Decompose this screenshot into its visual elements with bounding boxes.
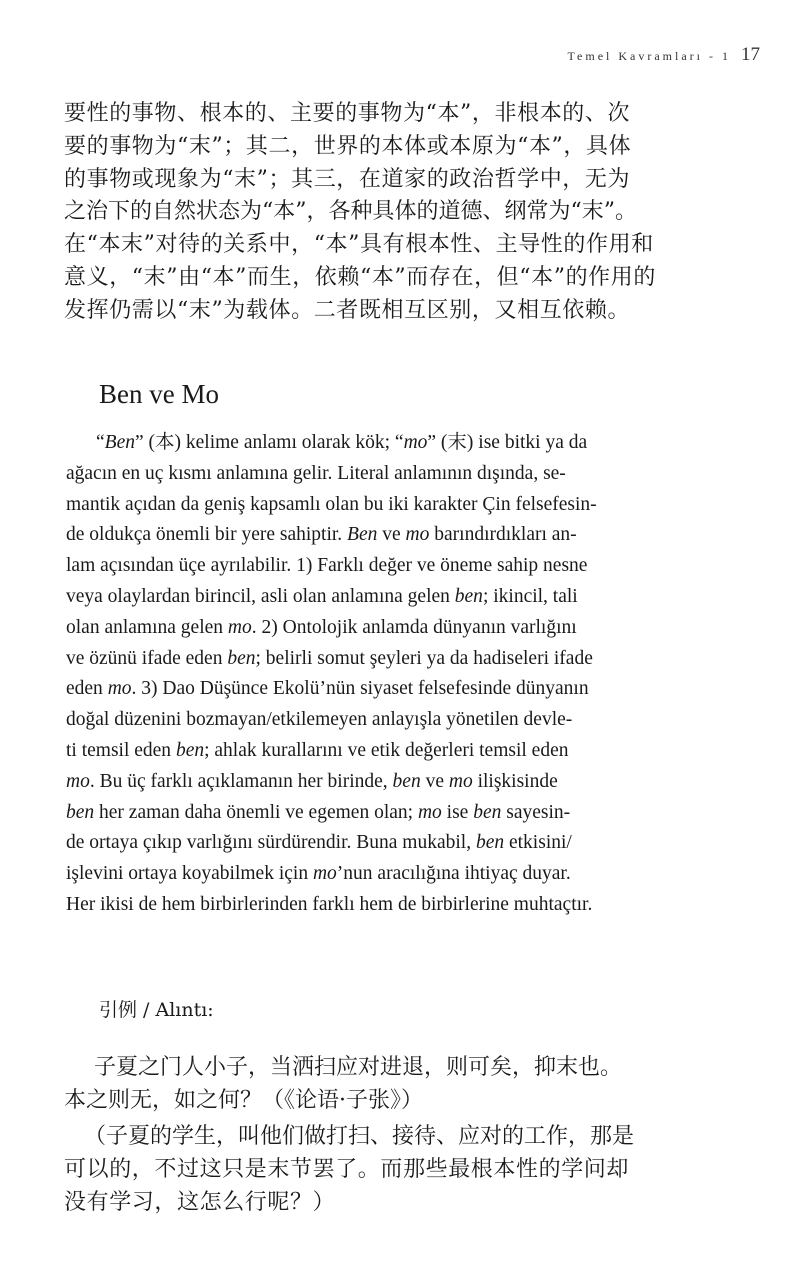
text-run: olan anlamına gelen bbox=[66, 616, 228, 638]
turkish-paragraph-line bbox=[66, 859, 766, 890]
text-run: ” (本) kelime anlamı olarak kök; “ bbox=[134, 432, 404, 453]
text-run: ” (末) ise bitki ya da bbox=[427, 432, 588, 453]
text-run: . Bu üç farklı açıklamanın her birinde, bbox=[89, 770, 393, 792]
text-run: her zaman daha önemli ve egemen olan; bbox=[94, 801, 418, 823]
chinese-paragraph-line: 要性的事物、根本的、主要的事物为“本”，非根本的、次 bbox=[64, 101, 631, 126]
turkish-paragraph-line bbox=[66, 767, 766, 798]
chinese-paragraph-line: 的事物或现象为“末”；其三，在道家的政治哲学中，无为 bbox=[64, 166, 631, 192]
chinese-paragraph-line: 发挥仍需以“末”为载体。二者既相互区别，又相互依赖。 bbox=[64, 297, 631, 323]
quote-translation bbox=[64, 1121, 764, 1219]
text-run: ’nun aracılığına ihtiyaç duyar. bbox=[336, 863, 571, 885]
text-run: “ bbox=[96, 432, 105, 453]
section-heading: Ben ve Mo bbox=[99, 379, 219, 409]
text-run: veya olaylardan birincil, asli olan anlamına gelen bbox=[66, 585, 455, 607]
quote-chinese-line: 本之则无，如之何？（《论语·子张》） bbox=[64, 1087, 423, 1113]
text-run: etkisini/ bbox=[504, 832, 572, 854]
running-head bbox=[568, 44, 760, 66]
quote-translation-line: 可以的，不过这只是末节罢了。而那些最根本性的学问却 bbox=[64, 1156, 630, 1182]
page-number: 17 bbox=[741, 44, 760, 65]
text-run: ve bbox=[420, 770, 449, 792]
turkish-paragraph-line bbox=[66, 428, 766, 459]
italic-term: ben bbox=[473, 801, 502, 823]
text-run: sayesin- bbox=[501, 801, 571, 823]
text-run: ; belirli somut şeyleri ya da hadiseleri ifade bbox=[255, 647, 593, 669]
turkish-paragraph-line bbox=[66, 551, 766, 582]
turkish-paragraph-line bbox=[66, 705, 766, 736]
turkish-paragraph-line bbox=[66, 890, 766, 921]
italic-term: mo bbox=[107, 678, 132, 700]
turkish-paragraph-line bbox=[66, 459, 766, 490]
chinese-paragraph-line: 要的事物为“末”；其二，世界的本体或本原为“本”，具体 bbox=[64, 133, 632, 159]
italic-term: ben bbox=[66, 801, 95, 823]
text-run: ti temsil eden bbox=[66, 739, 176, 761]
turkish-paragraph-line bbox=[66, 520, 766, 551]
text-run: ağacın en uç kısmı anlamına gelir. Literal anlamının dışında, se- bbox=[66, 462, 566, 484]
text-run: ; ikincil, tali bbox=[482, 585, 578, 607]
turkish-paragraph-line bbox=[66, 674, 766, 705]
text-run: lam açısından üçe ayrılabilir. 1) Farklı değer ve öneme sahip nesne bbox=[66, 555, 588, 577]
italic-term: ben bbox=[227, 647, 256, 669]
italic-term: mo bbox=[403, 432, 428, 453]
italic-term: mo bbox=[312, 863, 337, 885]
turkish-paragraph-line bbox=[66, 828, 766, 859]
chinese-paragraph-line: 之治下的自然状态为“本”，各种具体的道德、纲常为“末”。 bbox=[64, 199, 637, 225]
text-run: işlevini ortaya koyabilmek için bbox=[66, 863, 313, 885]
italic-term: mo bbox=[448, 770, 473, 792]
text-run: . 3) Dao Düşünce Ekolü’nün siyaset felsefesinde dünyanın bbox=[131, 678, 589, 700]
quote-translation-line: （子夏的学生，叫他们做打扫、接待、应对的工作，那是 bbox=[84, 1124, 635, 1149]
italic-term: Ben bbox=[347, 524, 378, 546]
italic-term: mo bbox=[405, 524, 430, 546]
text-run: barındırdıkları an- bbox=[429, 524, 577, 546]
turkish-paragraph-line bbox=[66, 613, 766, 644]
text-run: eden bbox=[66, 678, 108, 700]
italic-term: ben bbox=[392, 770, 421, 792]
italic-term: Ben bbox=[104, 432, 135, 453]
chinese-paragraph-line: 意义，“末”由“本”而生，依赖“本”而存在，但“本”的作用的 bbox=[64, 264, 656, 290]
quote-translation-line: 没有学习，这怎么行呢？） bbox=[64, 1189, 336, 1215]
quote-chinese-line: 子夏之门人小子，当洒扫应对进退，则可矣，抑末也。 bbox=[94, 1055, 623, 1080]
turkish-paragraph-line bbox=[66, 644, 766, 675]
turkish-paragraph-line bbox=[66, 736, 766, 767]
italic-term: mo bbox=[417, 801, 442, 823]
turkish-paragraph bbox=[66, 428, 766, 921]
text-run: de oldukça önemli bir yere sahiptir. bbox=[66, 524, 348, 546]
text-run: mantik açıdan da geniş kapsamlı olan bu iki karakter Çin felsefesin- bbox=[66, 493, 597, 515]
text-run: ; ahlak kurallarını ve etik değerleri temsil eden bbox=[204, 739, 569, 761]
italic-term: ben bbox=[475, 832, 505, 854]
text-run: Her ikisi de hem birbirlerinden farklı hem de birbirlerine muhtaçtır. bbox=[66, 893, 593, 915]
chinese-paragraph bbox=[64, 98, 764, 328]
text-run: ve özünü ifade eden bbox=[66, 647, 228, 669]
text-run: de ortaya çıkıp varlığını sürdürendir. Buna mukabil, bbox=[66, 832, 476, 854]
running-head-title: Temel Kavramları - 1 bbox=[567, 49, 731, 63]
quote-chinese bbox=[64, 1052, 764, 1118]
italic-term: mo bbox=[66, 770, 90, 792]
turkish-paragraph-line bbox=[66, 798, 766, 829]
text-run: ve bbox=[377, 524, 406, 546]
text-run: doğal düzenini bozmayan/etkilemeyen anlayışla yönetilen devle- bbox=[66, 709, 573, 731]
turkish-paragraph-line bbox=[66, 490, 766, 521]
turkish-paragraph-line bbox=[66, 582, 766, 613]
text-run: . 2) Ontolojik anlamda dünyanın varlığını bbox=[251, 616, 577, 638]
text-run: ilişkisinde bbox=[472, 770, 558, 792]
chinese-paragraph-line: 在“本末”对待的关系中，“本”具有根本性、主导性的作用和 bbox=[64, 232, 654, 258]
text-run: ise bbox=[441, 801, 474, 823]
italic-term: ben bbox=[175, 739, 205, 761]
italic-term: mo bbox=[227, 616, 252, 638]
italic-term: ben bbox=[454, 585, 483, 607]
quote-label: 引例 / Alıntı: bbox=[99, 999, 214, 1021]
